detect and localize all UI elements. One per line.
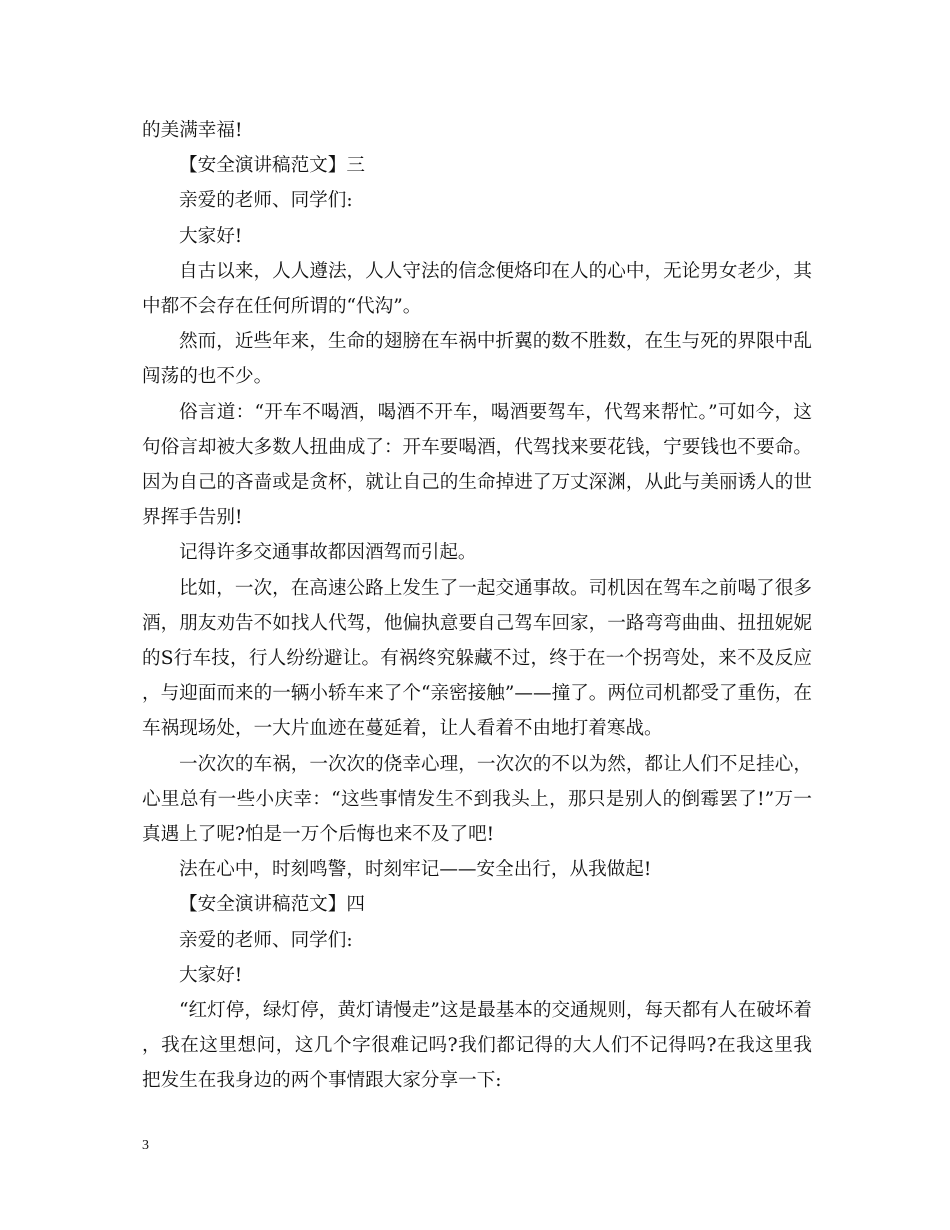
salutation: 亲爱的老师、同学们: (179, 190, 353, 212)
paragraph: 法在心中，时刻鸣警，时刻牢记——安全出行，从我做起! (179, 859, 652, 881)
paragraph: 自古以来，人人遵法，人人守法的信念便烙印在人的心中，无论男女老少，其中都不会存在任何所谓的“代沟”。 (142, 260, 812, 318)
body-text (142, 113, 812, 1099)
section-heading-four: 【安全演讲稿范文】四 (179, 894, 365, 916)
paragraph: “红灯停，绿灯停，黄灯请慢走”这是最基本的交通规则，每天都有人在破坏着，我在这里想问，这几个字很难记吗?我们都记得的大人们不记得吗?在我这里我把发生在我身边的两个事情跟大家分享一下: (142, 1000, 812, 1092)
paragraph-continuation: 的美满幸福! (142, 120, 243, 141)
paragraph: 一次次的车祸，一次次的侥幸心理，一次次的不以为然，都让人们不足挂心，心里总有一些小庆幸：“这些事情发生不到我头上，那只是别人的倒霉罢了!”万一真遇上了呢?怕是一万个后悔也来不及了吧! (142, 753, 812, 846)
greeting: 大家好! (179, 225, 243, 247)
paragraph: 俗言道：“开车不喝酒，喝酒不开车，喝酒要驾车，代驾来帮忙。”可如今，这句俗言却被大多数人扭曲成了：开车要喝酒，代驾找来要花钱，宁要钱也不要命。因为自己的吝啬或是贪杯，就让自己的生命掉进了万丈深渊，从此与美丽诱人的世界挥手告别! (142, 401, 812, 529)
paragraph: 然而，近些年来，生命的翅膀在车祸中折翼的数不胜数，在生与死的界限中乱闯荡的也不少。 (142, 331, 812, 388)
page-number: 3 (142, 1138, 149, 1153)
paragraph: 记得许多交通事故都因酒驾而引起。 (179, 542, 477, 564)
paragraph: 比如，一次，在高速公路上发生了一起交通事故。司机因在驾车之前喝了很多酒，朋友劝告不如找人代驾，他偏执意要自己驾车回家，一路弯弯曲曲、扭扭妮妮的S行车技，行人纷纷避让。有祸终究躲藏不过，终于在一个拐弯处，来不及反应，与迎面而来的一辆小轿车来了个“亲密接触”——撞了。两位司机都受了重伤，在车祸现场处，一大片血迹在蔓延着，让人看着不由地打着寒战。 (142, 577, 812, 740)
greeting: 大家好! (179, 964, 243, 986)
section-heading-three: 【安全演讲稿范文】三 (179, 155, 365, 177)
salutation: 亲爱的老师、同学们: (179, 929, 353, 951)
